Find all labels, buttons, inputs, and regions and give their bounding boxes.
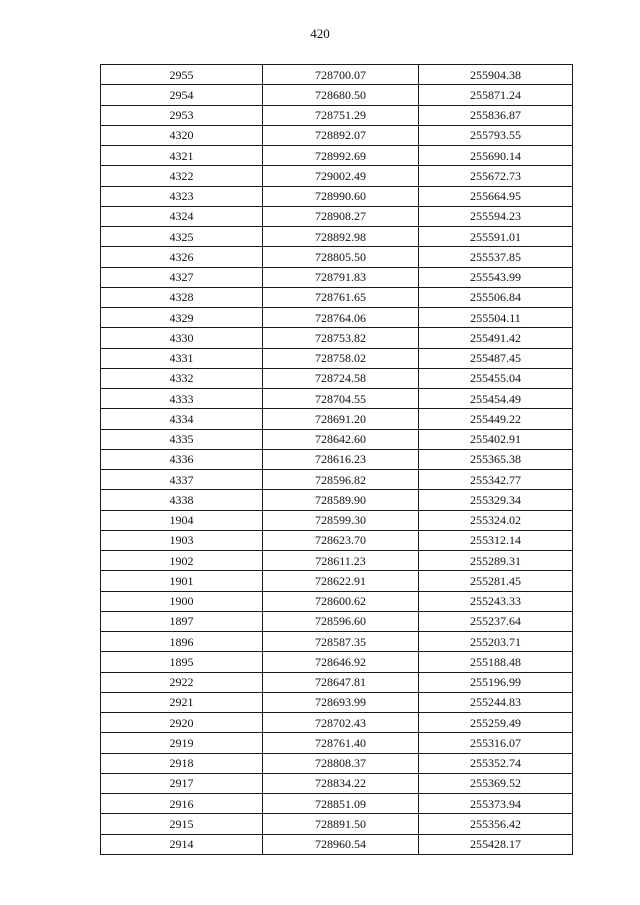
point-number-cell: 1897 xyxy=(101,611,263,631)
y-coordinate-cell: 255243.33 xyxy=(419,591,573,611)
y-coordinate-cell: 255793.55 xyxy=(419,125,573,145)
y-coordinate-cell: 255324.02 xyxy=(419,510,573,530)
table-row xyxy=(101,429,573,449)
x-coordinate-cell: 728908.27 xyxy=(263,206,419,226)
table-row xyxy=(101,834,573,854)
y-coordinate-cell: 255690.14 xyxy=(419,146,573,166)
page-number: 420 xyxy=(310,26,330,41)
point-number-cell: 4321 xyxy=(101,146,263,166)
point-number-cell: 1903 xyxy=(101,530,263,550)
x-coordinate-cell: 728791.83 xyxy=(263,267,419,287)
point-number-cell: 1901 xyxy=(101,571,263,591)
table-row xyxy=(101,287,573,307)
table-row xyxy=(101,449,573,469)
table-row xyxy=(101,105,573,125)
table-row xyxy=(101,206,573,226)
table-row xyxy=(101,146,573,166)
point-number-cell: 4338 xyxy=(101,490,263,510)
table-row xyxy=(101,652,573,672)
x-coordinate-cell: 728808.37 xyxy=(263,753,419,773)
table-row xyxy=(101,753,573,773)
y-coordinate-cell: 255281.45 xyxy=(419,571,573,591)
table-row xyxy=(101,470,573,490)
point-number-cell: 1895 xyxy=(101,652,263,672)
point-number-cell: 1902 xyxy=(101,551,263,571)
point-number-cell: 4333 xyxy=(101,389,263,409)
point-number-cell: 4334 xyxy=(101,409,263,429)
point-number-cell: 4324 xyxy=(101,206,263,226)
y-coordinate-cell: 255316.07 xyxy=(419,733,573,753)
point-number-cell: 2921 xyxy=(101,692,263,712)
y-coordinate-cell: 255487.45 xyxy=(419,348,573,368)
point-number-cell: 4327 xyxy=(101,267,263,287)
point-number-cell: 2916 xyxy=(101,794,263,814)
point-number-cell: 2920 xyxy=(101,713,263,733)
x-coordinate-cell: 728834.22 xyxy=(263,773,419,793)
table-row xyxy=(101,591,573,611)
x-coordinate-cell: 728753.82 xyxy=(263,328,419,348)
table-row xyxy=(101,530,573,550)
x-coordinate-cell: 729002.49 xyxy=(263,166,419,186)
x-coordinate-cell: 728892.07 xyxy=(263,125,419,145)
table-row xyxy=(101,773,573,793)
x-coordinate-cell: 728599.30 xyxy=(263,510,419,530)
x-coordinate-cell: 728764.06 xyxy=(263,308,419,328)
point-number-cell: 2914 xyxy=(101,834,263,854)
y-coordinate-cell: 255373.94 xyxy=(419,794,573,814)
x-coordinate-cell: 728992.69 xyxy=(263,146,419,166)
x-coordinate-cell: 728589.90 xyxy=(263,490,419,510)
point-number-cell: 2955 xyxy=(101,65,263,85)
y-coordinate-cell: 255365.38 xyxy=(419,449,573,469)
table-row xyxy=(101,733,573,753)
table-row xyxy=(101,571,573,591)
table-row xyxy=(101,308,573,328)
table-row xyxy=(101,348,573,368)
point-number-cell: 2919 xyxy=(101,733,263,753)
table-body xyxy=(101,65,573,855)
point-number-cell: 4336 xyxy=(101,449,263,469)
y-coordinate-cell: 255342.77 xyxy=(419,470,573,490)
y-coordinate-cell: 255455.04 xyxy=(419,368,573,388)
y-coordinate-cell: 255504.11 xyxy=(419,308,573,328)
table-row xyxy=(101,368,573,388)
x-coordinate-cell: 728647.81 xyxy=(263,672,419,692)
point-number-cell: 4332 xyxy=(101,368,263,388)
x-coordinate-cell: 728587.35 xyxy=(263,632,419,652)
point-number-cell: 2917 xyxy=(101,773,263,793)
y-coordinate-cell: 255454.49 xyxy=(419,389,573,409)
table-row xyxy=(101,125,573,145)
y-coordinate-cell: 255543.99 xyxy=(419,267,573,287)
point-number-cell: 2954 xyxy=(101,85,263,105)
y-coordinate-cell: 255356.42 xyxy=(419,814,573,834)
point-number-cell: 4323 xyxy=(101,186,263,206)
y-coordinate-cell: 255289.31 xyxy=(419,551,573,571)
y-coordinate-cell: 255196.99 xyxy=(419,672,573,692)
y-coordinate-cell: 255203.71 xyxy=(419,632,573,652)
point-number-cell: 4320 xyxy=(101,125,263,145)
y-coordinate-cell: 255402.91 xyxy=(419,429,573,449)
x-coordinate-cell: 728616.23 xyxy=(263,449,419,469)
x-coordinate-cell: 728691.20 xyxy=(263,409,419,429)
point-number-cell: 4331 xyxy=(101,348,263,368)
table-row xyxy=(101,713,573,733)
table-row xyxy=(101,794,573,814)
y-coordinate-cell: 255871.24 xyxy=(419,85,573,105)
point-number-cell: 4328 xyxy=(101,287,263,307)
table-row xyxy=(101,247,573,267)
point-number-cell: 4335 xyxy=(101,429,263,449)
x-coordinate-cell: 728758.02 xyxy=(263,348,419,368)
x-coordinate-cell: 728600.62 xyxy=(263,591,419,611)
table-row xyxy=(101,611,573,631)
table-row xyxy=(101,389,573,409)
table-row xyxy=(101,65,573,85)
y-coordinate-cell: 255312.14 xyxy=(419,530,573,550)
x-coordinate-cell: 728642.60 xyxy=(263,429,419,449)
point-number-cell: 4326 xyxy=(101,247,263,267)
y-coordinate-cell: 255188.48 xyxy=(419,652,573,672)
table-row xyxy=(101,227,573,247)
point-number-cell: 1904 xyxy=(101,510,263,530)
point-number-cell: 4322 xyxy=(101,166,263,186)
y-coordinate-cell: 255836.87 xyxy=(419,105,573,125)
y-coordinate-cell: 255352.74 xyxy=(419,753,573,773)
y-coordinate-cell: 255491.42 xyxy=(419,328,573,348)
point-number-cell: 1896 xyxy=(101,632,263,652)
x-coordinate-cell: 728596.82 xyxy=(263,470,419,490)
y-coordinate-cell: 255244.83 xyxy=(419,692,573,712)
y-coordinate-cell: 255329.34 xyxy=(419,490,573,510)
x-coordinate-cell: 728892.98 xyxy=(263,227,419,247)
point-number-cell: 4329 xyxy=(101,308,263,328)
y-coordinate-cell: 255506.84 xyxy=(419,287,573,307)
x-coordinate-cell: 728702.43 xyxy=(263,713,419,733)
point-number-cell: 4337 xyxy=(101,470,263,490)
x-coordinate-cell: 728704.55 xyxy=(263,389,419,409)
x-coordinate-cell: 728990.60 xyxy=(263,186,419,206)
y-coordinate-cell: 255664.95 xyxy=(419,186,573,206)
table-row xyxy=(101,85,573,105)
table-row xyxy=(101,409,573,429)
x-coordinate-cell: 728646.92 xyxy=(263,652,419,672)
table-row xyxy=(101,328,573,348)
x-coordinate-cell: 728596.60 xyxy=(263,611,419,631)
point-number-cell: 1900 xyxy=(101,591,263,611)
table-row xyxy=(101,632,573,652)
x-coordinate-cell: 728891.50 xyxy=(263,814,419,834)
y-coordinate-cell: 255449.22 xyxy=(419,409,573,429)
x-coordinate-cell: 728622.91 xyxy=(263,571,419,591)
table-row xyxy=(101,672,573,692)
table-row xyxy=(101,166,573,186)
table-row xyxy=(101,814,573,834)
y-coordinate-cell: 255904.38 xyxy=(419,65,573,85)
y-coordinate-cell: 255428.17 xyxy=(419,834,573,854)
table-row xyxy=(101,510,573,530)
x-coordinate-cell: 728805.50 xyxy=(263,247,419,267)
x-coordinate-cell: 728751.29 xyxy=(263,105,419,125)
point-number-cell: 4325 xyxy=(101,227,263,247)
y-coordinate-cell: 255594.23 xyxy=(419,206,573,226)
x-coordinate-cell: 728611.23 xyxy=(263,551,419,571)
y-coordinate-cell: 255237.64 xyxy=(419,611,573,631)
x-coordinate-cell: 728761.40 xyxy=(263,733,419,753)
point-number-cell: 2915 xyxy=(101,814,263,834)
table-row xyxy=(101,490,573,510)
x-coordinate-cell: 728851.09 xyxy=(263,794,419,814)
x-coordinate-cell: 728700.07 xyxy=(263,65,419,85)
x-coordinate-cell: 728680.50 xyxy=(263,85,419,105)
table-row xyxy=(101,267,573,287)
point-number-cell: 2922 xyxy=(101,672,263,692)
table-row xyxy=(101,692,573,712)
y-coordinate-cell: 255591.01 xyxy=(419,227,573,247)
x-coordinate-cell: 728960.54 xyxy=(263,834,419,854)
y-coordinate-cell: 255369.52 xyxy=(419,773,573,793)
point-number-cell: 4330 xyxy=(101,328,263,348)
y-coordinate-cell: 255672.73 xyxy=(419,166,573,186)
table-row xyxy=(101,186,573,206)
x-coordinate-cell: 728623.70 xyxy=(263,530,419,550)
y-coordinate-cell: 255259.49 xyxy=(419,713,573,733)
x-coordinate-cell: 728761.65 xyxy=(263,287,419,307)
x-coordinate-cell: 728693.99 xyxy=(263,692,419,712)
point-number-cell: 2918 xyxy=(101,753,263,773)
point-number-cell: 2953 xyxy=(101,105,263,125)
x-coordinate-cell: 728724.58 xyxy=(263,368,419,388)
coordinates-table xyxy=(100,64,573,855)
table-row xyxy=(101,551,573,571)
y-coordinate-cell: 255537.85 xyxy=(419,247,573,267)
